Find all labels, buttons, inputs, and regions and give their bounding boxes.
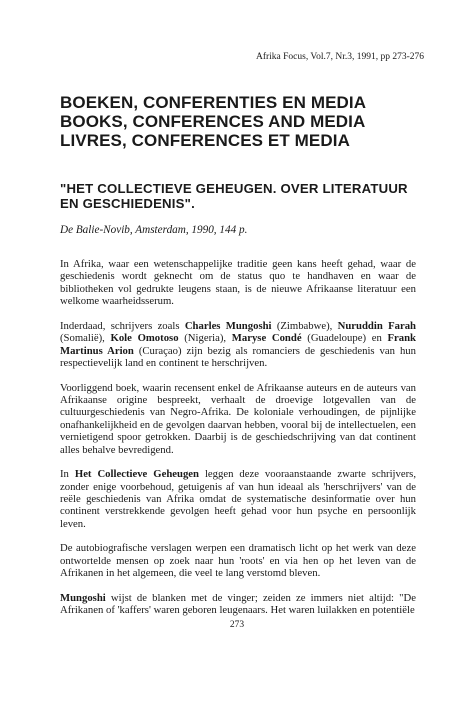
paragraph-2	[60, 320, 416, 370]
paragraph-5: De autobiografische verslagen werpen een dramatisch licht op het werk van deze ontwortelde mensen op zoek naar hun 'roots' en via hen op het leven van de Afrikanen in het algemeen, die veel te lang verstomd bleven.	[60, 542, 416, 580]
text-run: wijst de blanken met de vinger; zeiden ze immers niet altijd: "De Afrikanen of 'kaffers' waren geboren leugenaars. Het waren luilakken en potentiële	[60, 591, 416, 617]
paragraph-1: In Afrika, waar een wetenschappelijke traditie geen kans heeft gehad, waar de geschiedenis wordt geknecht om de status quo te handhaven en waar de bibliotheken vol gedrukte leugens staan, is de nieuwe Afrikaanse literatuur een welkome waarheidsserum.	[60, 258, 416, 308]
text-run: (Curaçao) zijn bezig als romanciers de geschiedenis van hun respectievelijk land en continent te herschrijven.	[60, 344, 416, 370]
text-run: (Somalië),	[60, 332, 111, 345]
journal-citation: Afrika Focus, Vol.7, Nr.3, 1991, pp 273-276	[255, 52, 424, 62]
text-run: leggen deze vooraanstaande zwarte schrijvers, zonder enige voorbehoud, getuigenis af van hun ideaal als 'herschrijvers' van de reële geschiedenis van Afrika omdat de systematische desinformatie over hun continent verstrekkende gevolgen heeft gehad voor hun psyche en persoonlijk leven.	[60, 468, 417, 530]
review-title: "HET COLLECTIEVE GEHEUGEN. OVER LITERATUUR EN GESCHIEDENIS".	[60, 181, 408, 211]
text-run: In	[60, 468, 75, 481]
text-run: (Guadeloupe) en	[301, 332, 388, 345]
author-name: Kole Omotoso	[110, 332, 179, 345]
author-name: Charles Mungoshi	[184, 319, 272, 332]
text-run: (Zimbabwe),	[271, 319, 338, 332]
section-heading	[60, 93, 430, 150]
section-heading-dutch: BOEKEN, CONFERENTIES EN MEDIA	[60, 93, 367, 112]
author-name: Mungoshi	[60, 591, 106, 604]
author-name: Nuruddin Farah	[337, 319, 417, 332]
body-text	[60, 258, 416, 629]
paragraph-6	[60, 592, 416, 617]
paragraph-4	[60, 468, 416, 530]
author-name: Frank Martinus Arion	[60, 332, 416, 357]
author-name: Maryse Condé	[231, 332, 302, 345]
book-title: Het Collectieve Geheugen	[74, 468, 199, 481]
page-number: 273	[229, 620, 245, 630]
section-heading-english: BOOKS, CONFERENCES AND MEDIA	[60, 112, 366, 131]
section-heading-french: LIVRES, CONFERENCES ET MEDIA	[60, 131, 350, 150]
paragraph-3: Voorliggend boek, waarin recensent enkel de Afrikaanse auteurs en de auteurs van Afrikaanse origine bespreekt, verhaalt de droevige lotgevallen van de cultuurgeschiedenis van Negro-Afrika. De koloniale verhoudingen, de pijnlijke onafhankelijkheid en de gevolgen daarvan hebben, vooral bij de intellectuelen, een vernietigend spoor getrokken. Daarbij is de geschiedschrijving van dat continent alles behalve bevredigend.	[60, 381, 416, 456]
text-run: Inderdaad, schrijvers zoals	[60, 319, 185, 332]
text-run: (Nigeria),	[178, 332, 232, 345]
bibliographic-reference: De Balie-Novib, Amsterdam, 1990, 144 p.	[60, 224, 248, 236]
